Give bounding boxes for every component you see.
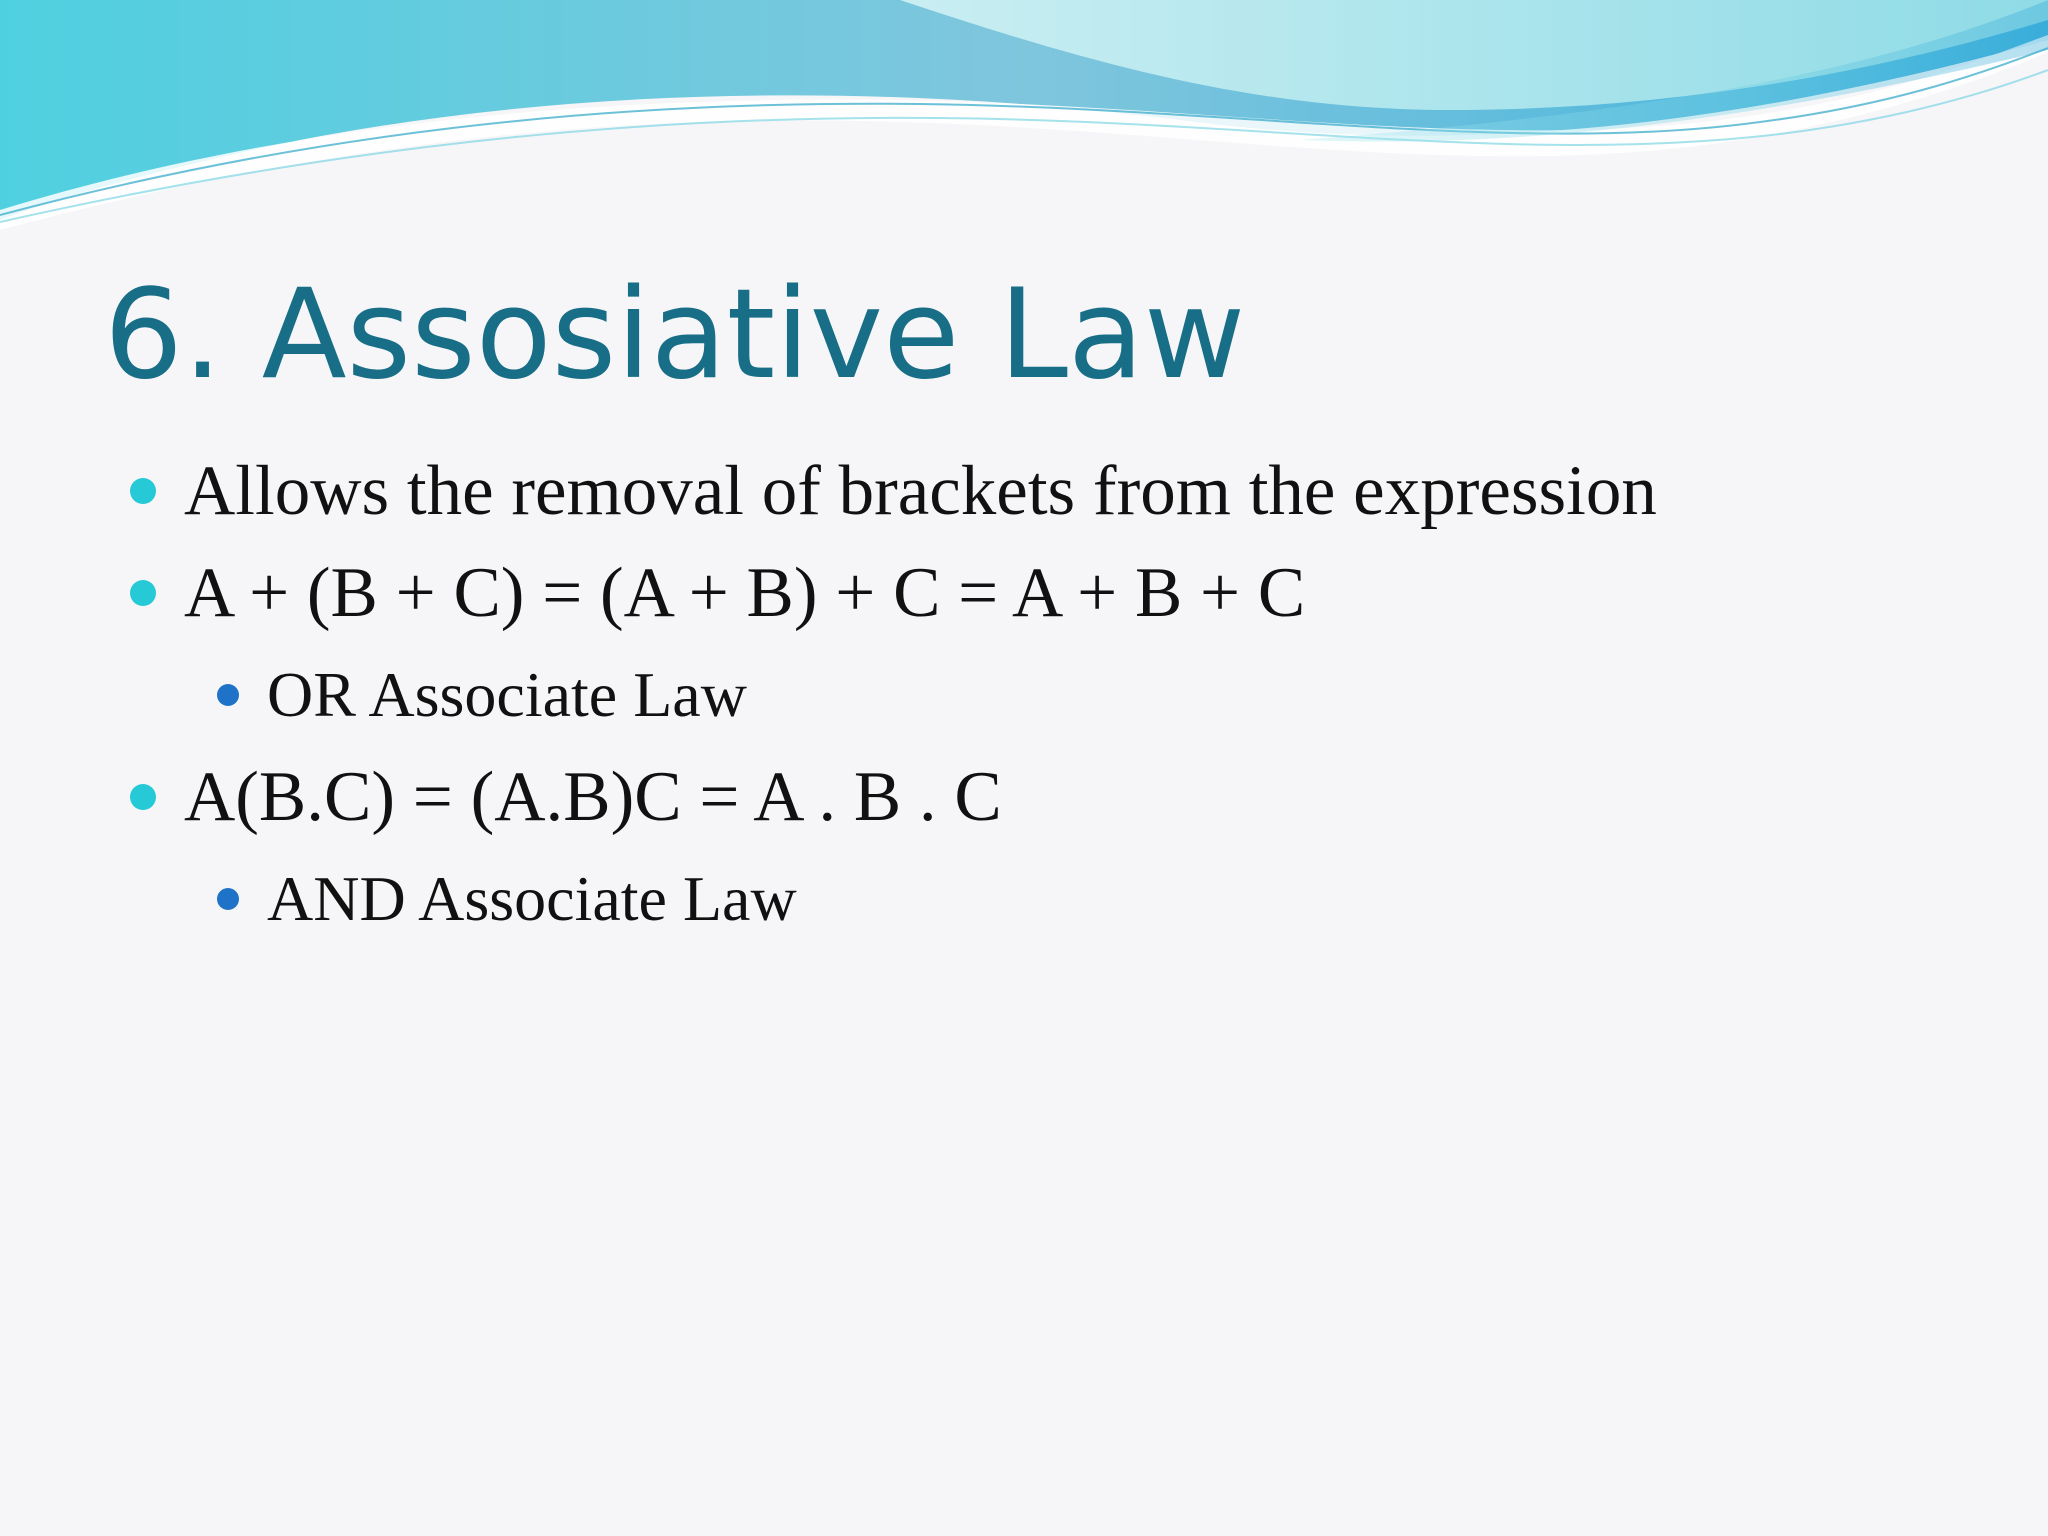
bullet-dot-icon [130,784,156,810]
sub-bullet-item [0,848,2048,950]
bullet-item [0,542,2048,644]
header-wave-decoration [0,0,2048,240]
bullet-dot-icon [130,580,156,606]
bullet-text: A(B.C) = (A.B)C = A . B . C [184,758,1002,836]
bullet-dot-icon [130,478,156,504]
bullet-item [0,440,2048,542]
slide-title: 6. Assosiative Law [104,263,1246,407]
sub-bullet-text: AND Associate Law [267,863,797,934]
sub-bullet-text: OR Associate Law [267,659,747,730]
bullet-text: Allows the removal of brackets from the expression [184,452,1657,530]
bullet-list [0,440,2048,950]
sub-bullet-item [0,644,2048,746]
bullet-item [0,746,2048,848]
sub-bullet-dot-icon [217,888,239,910]
bullet-text: A + (B + C) = (A + B) + C = A + B + C [184,554,1306,632]
sub-bullet-dot-icon [217,684,239,706]
